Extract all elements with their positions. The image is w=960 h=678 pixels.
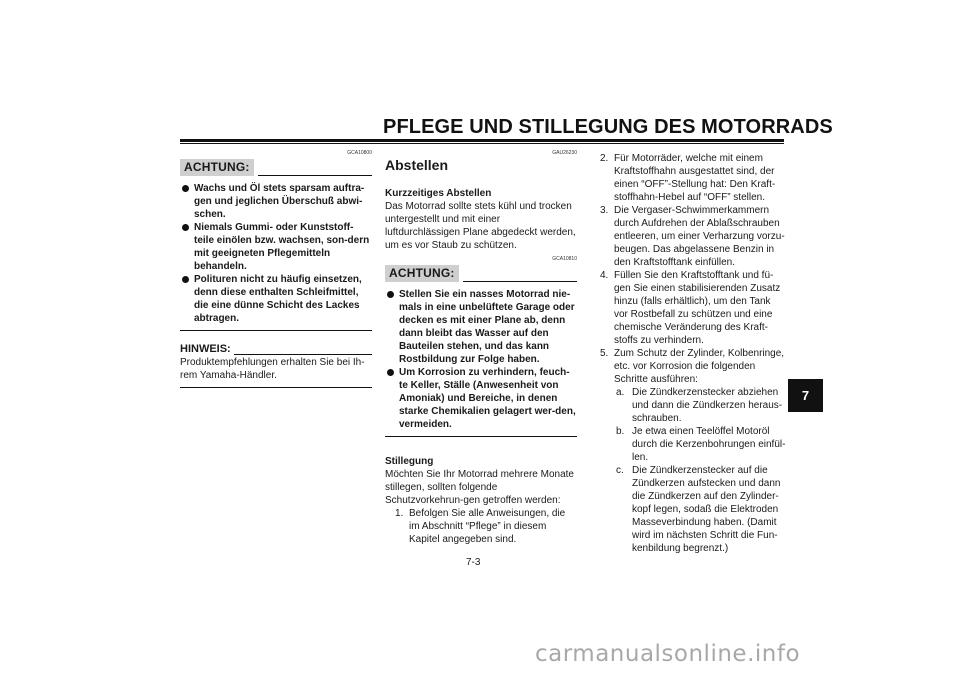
warning-end-rule <box>385 436 577 437</box>
warning-rule <box>463 281 577 282</box>
bullet-icon <box>387 291 394 298</box>
list-item: 3. Die Vergaser-Schwimmerkammern durch Aufdrehen der Ablaßschrauben entleeren, um einer Verharzung vorzu-beugen. Das abgelassene Benzin in den Kraftstofftank einfüllen. <box>600 205 785 268</box>
list-item: Wachs und Öl stets sparsam auftra-gen und jeglichen Überschuß abwi-schen. <box>180 182 372 221</box>
warning-label: ACHTUNG: <box>180 159 254 176</box>
warning-header <box>180 159 372 176</box>
list-item: Polituren nicht zu häufig einsetzen, denn diese enthalten Schleifmittel, die eine dünne Schicht des Lackes abtragen. <box>180 273 372 325</box>
watermark: carmanualsonline.info <box>535 641 801 667</box>
warning-list <box>180 182 372 325</box>
ref-code: GCA10800 <box>347 150 372 156</box>
list-item: Stellen Sie ein nasses Motorrad nie-mals in eine unbelüftete Garage oder decken es mit einer Plane ab, denn dann bleibt das Wasser auf den Bauteilen stehen, und das kann Rostbildung zur Folge haben. <box>385 288 577 366</box>
ref-code: GAU26230 <box>552 150 577 156</box>
note-text: Produktempfehlungen erhalten Sie bei Ih-rem Yamaha-Händler. <box>180 357 365 381</box>
list-item: 1. Befolgen Sie alle Anweisungen, die im Abschnitt “Pflege” in diesem Kapitel angegeben sind. <box>395 508 566 545</box>
bullet-icon <box>182 276 189 283</box>
note-label: HINWEIS: <box>180 343 231 355</box>
step-list <box>395 507 577 546</box>
warning-list <box>385 288 577 431</box>
subsection-heading: Kurzzeitiges Abstellen <box>385 188 492 199</box>
list-item: c. Die Zündkerzenstecker auf die Zündkerzen aufstecken und dann die Zündkerzen auf den Zylinder-kopf legen, sodaß die Elektroden Masseverbindung haben. (Damit wird im nächsten Schritt die Fun-kenbildung begrenzt.) <box>616 465 781 554</box>
bullet-icon <box>387 369 394 376</box>
substep-list <box>614 386 786 555</box>
step-list <box>600 152 786 555</box>
column-3 <box>590 152 786 555</box>
list-item: 5. Zum Schutz der Zylinder, Kolbenringe, etc. vor Korrosion die folgenden Schritte ausführen: a. Die Zündkerzenstecker abziehen und dann die Zündkerzen heraus-schrauben. b. Je etwa einen Teelöffel Motoröl durch die Kerzenbohrungen einfül-len. c. Die Zündkerzenstecker auf die Zündkerzen aufstecken und dann die Zündkerzen auf den Zylinder-kopf legen, sodaß die Elektroden Masseverbindung haben. (Damit wird im nächsten Schritt die Fun-kenbildung begrenzt.) <box>600 348 786 554</box>
warning-end-rule <box>180 330 372 331</box>
column-2 <box>385 150 577 546</box>
warning-rule <box>258 175 372 176</box>
title-rule <box>180 139 784 142</box>
page-number: 7-3 <box>466 557 481 568</box>
ref-code: GCA10810 <box>552 256 577 262</box>
paragraph: Möchten Sie Ihr Motorrad mehrere Monate stillegen, sollten folgende Schutzvorkehrun-gen getroffen werden: <box>385 469 574 506</box>
list-item: b. Je etwa einen Teelöffel Motoröl durch die Kerzenbohrungen einfül-len. <box>616 426 786 463</box>
warning-label: ACHTUNG: <box>385 265 459 282</box>
title-rule-thin <box>180 143 784 144</box>
page-title: PFLEGE UND STILLEGUNG DES MOTORRADS <box>383 116 833 138</box>
paragraph: Das Motorrad sollte stets kühl und trocken untergestellt und mit einer luftdurchlässigen Plane abgedeckt werden, um es vor Staub zu schützen. <box>385 201 576 251</box>
list-item: Niemals Gummi- oder Kunststoff-teile einölen bzw. wachsen, son-dern mit geeigneten Pflegemitteln behandeln. <box>180 221 372 273</box>
chapter-tab: 7 <box>788 379 823 412</box>
note-rule <box>234 354 372 355</box>
list-item: 4. Füllen Sie den Kraftstofftank und fü-gen Sie einen stabilisierenden Zusatz hinzu (falls erhältlich), um den Tank vor Rostbefall zu schützen und eine chemische Veränderung des Kraft-stoffs zu verhindern. <box>600 270 781 346</box>
list-item: a. Die Zündkerzenstecker abziehen und dann die Zündkerzen heraus-schrauben. <box>616 387 783 424</box>
bullet-icon <box>182 224 189 231</box>
list-item: Um Korrosion zu verhindern, feuch-te Keller, Ställe (Anwesenheit von Amoniak) und Bereiche, in denen starke Chemikalien gelagert wer-den, vermeiden. <box>385 366 577 431</box>
note-header <box>180 343 372 356</box>
list-item: 2. Für Motorräder, welche mit einem Kraftstoffhahn ausgestattet sind, der einen “OFF”-Stellung hat: Den Kraft-stoffhahn-Hebel auf “OFF” stellen. <box>600 153 776 203</box>
column-1 <box>180 150 372 388</box>
subsection-heading: Stillegung <box>385 456 434 467</box>
section-heading: Abstellen <box>385 157 449 173</box>
note-end-rule <box>180 387 372 388</box>
bullet-icon <box>182 185 189 192</box>
warning-header <box>385 265 577 282</box>
